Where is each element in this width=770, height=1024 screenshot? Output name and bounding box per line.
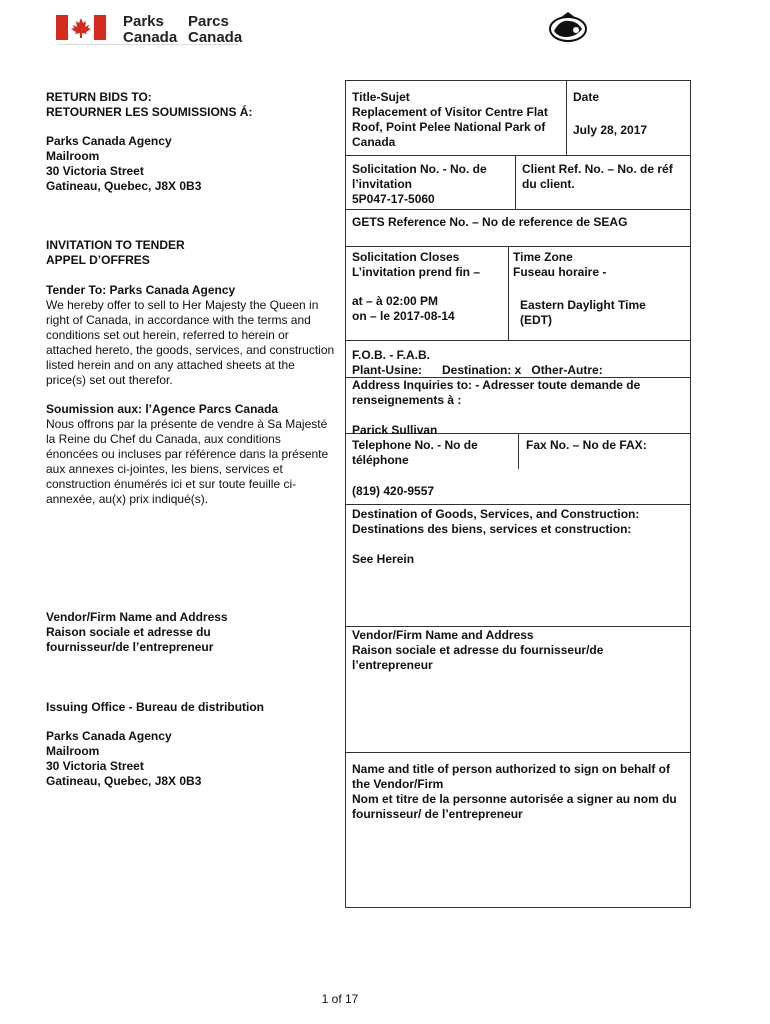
right-vendor-label: Vendor/Firm Name and Address Raison sociale et adresse du fournisseur/de l’entrepreneur [352, 628, 604, 672]
client-ref-label: Client Ref. No. – No. de réf du client. [522, 162, 673, 191]
page-number: 1 of 17 [321, 992, 359, 1006]
wordmark-fr-line1: Parcs [188, 13, 229, 30]
return-address: Parks Canada Agency Mailroom 30 Victoria Street Gatineau, Quebec, J8X 0B3 [46, 134, 202, 193]
timezone-value: Eastern Daylight Time (EDT) [520, 298, 646, 327]
telephone-value: (819) 420-9557 [352, 484, 435, 498]
beaver-emblem-icon [546, 9, 590, 45]
address-inquiries-label: Address Inquiries to: - Adresser toute demande de renseignements à : [352, 378, 641, 407]
wordmark-english [123, 14, 177, 46]
solicitation-closes-label: Solicitation Closes L’invitation prend fin – [352, 250, 481, 279]
title-value: Replacement of Visitor Centre Flat Roof, Point Pelee National Park of Canada [352, 105, 548, 149]
tender-to-label: Tender To: Parks Canada Agency [46, 283, 236, 297]
soumission-label: Soumission aux: l’Agence Parcs Canada [46, 402, 279, 416]
left-vendor-label: Vendor/Firm Name and Address Raison sociale et adresse du fournisseur/de l’entrepreneur [46, 610, 228, 654]
title-label: Title-Sujet [352, 90, 410, 104]
rule-1 [345, 155, 691, 156]
wordmark-en-line1: Parks [123, 13, 164, 30]
closing-datetime: at – à 02:00 PM on – le 2017-08-14 [352, 294, 455, 323]
fax-label: Fax No. – No de FAX: [526, 438, 647, 452]
rule-2 [345, 209, 691, 210]
issuing-office-label: Issuing Office - Bureau de distribution [46, 700, 265, 714]
divider-solicitation [515, 155, 516, 209]
rule-9 [345, 752, 691, 753]
destination-value: See Herein [352, 552, 415, 566]
solicitation-value: 5P047-17-5060 [352, 192, 435, 206]
date-value: July 28, 2017 [573, 123, 648, 137]
timezone-label: Time Zone Fuseau horaire - [513, 250, 607, 279]
contact-name: Parick Sullivan [352, 423, 438, 437]
destination-label: Destination of Goods, Services, and Construction: Destinations des biens, services et construction: [352, 507, 640, 536]
rule-8 [345, 626, 691, 627]
issuing-address: Parks Canada Agency Mailroom 30 Victoria Street Gatineau, Quebec, J8X 0B3 [46, 729, 202, 788]
date-label: Date [573, 90, 600, 104]
wordmark-french [188, 14, 242, 46]
tender-to-text: We hereby offer to sell to Her Majesty the Queen in right of Canada, in accordance with the terms and conditions set out herein, referred to herein or attached hereto, the goods, services, and construction listed herein and on any attached sheets at the price(s) set out therefor. [46, 298, 335, 387]
gets-reference-label: GETS Reference No. – No de reference de SEAG [352, 215, 628, 229]
return-bids-heading: RETURN BIDS TO: RETOURNER LES SOUMISSIONS Á: [46, 90, 253, 119]
divider-title-date [566, 80, 567, 155]
authorized-signer-label: Name and title of person authorized to sign on behalf of the Vendor/Firm Nom et titre de la personne autorisée a signer au nom du fournisseur/ de l’entrepreneur [352, 762, 677, 821]
rule-4 [345, 340, 691, 341]
canada-flag-icon [56, 15, 106, 40]
divider-closes [508, 246, 509, 340]
wordmark-en-line2: Canada [123, 29, 178, 46]
rule-3 [345, 246, 691, 247]
wordmark-fr-line2: Canada [188, 29, 243, 46]
invitation-heading: INVITATION TO TENDER APPEL D’OFFRES [46, 238, 185, 267]
fob-label: F.O.B. - F.A.B. [352, 348, 430, 362]
rule-7 [345, 504, 691, 505]
telephone-label: Telephone No. - No de téléphone [352, 438, 478, 467]
solicitation-label: Solicitation No. - No. de l’invitation [352, 162, 487, 191]
plant-destination-line: Plant-Usine: Destination: x Other-Autre: [352, 363, 603, 377]
divider-tel-fax [518, 433, 519, 469]
soumission-text: Nous offrons par la présente de vendre à Sa Majesté la Reine du Chef du Canada, aux conditions énoncées ou incluses par référence dans la présente aux annexes ci-jointes, les biens, services et construction énumérés ici et sur toute feuille ci-annexée, au(x) prix indiqué(s). [46, 417, 329, 506]
